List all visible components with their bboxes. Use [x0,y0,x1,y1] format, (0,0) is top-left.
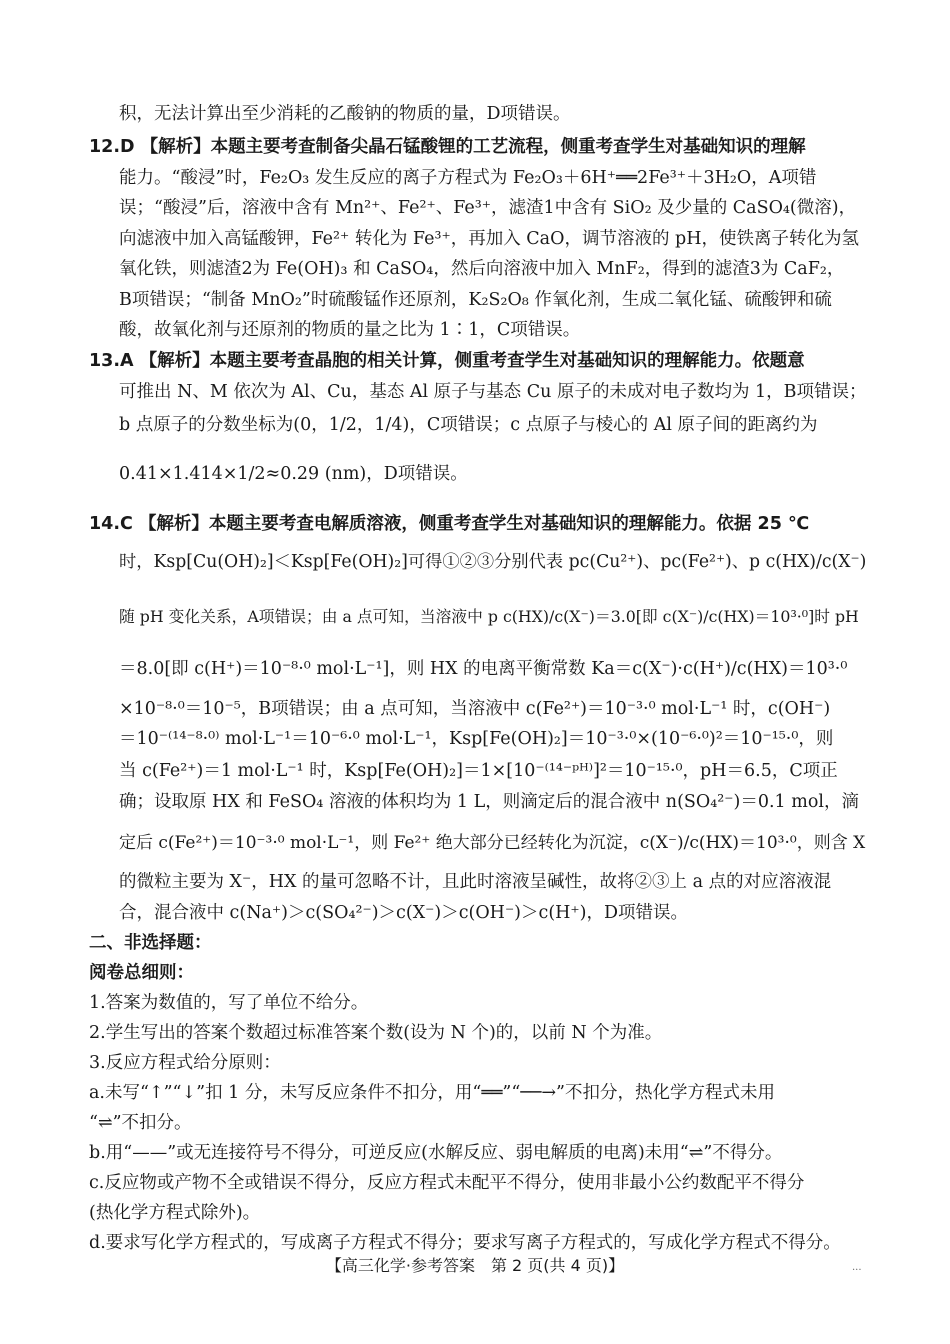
text-line: 能力。“酸浸”时，Fe₂O₃ 发生反应的离子方程式为 Fe₂O₃＋6H⁺══2Fe³⁺＋3H₂O，A项错 [119,168,817,188]
text-line: 当 c(Fe²⁺)＝1 mol·L⁻¹ 时，Ksp[Fe(OH)₂]＝1×[10⁻⁽¹⁴⁻ᵖᴴ⁾]²＝10⁻¹⁵·⁰，pH＝6.5，C项正 [119,761,838,781]
text-line: 时，Ksp[Cu(OH)₂]＜Ksp[Fe(OH)₂]可得①②③分别代表 pc(Cu²⁺)、pc(Fe²⁺)、p c(HX)/c(X⁻) [119,552,867,572]
text-line: ＝8.0[即 c(H⁺)＝10⁻⁸·⁰ mol·L⁻¹]，则 HX 的电离平衡常数 Ka＝c(X⁻)·c(H⁺)/c(HX)＝10³·⁰ [119,659,848,679]
text-line: 确；设取原 HX 和 FeSO₄ 溶液的体积均为 1 L，则滴定后的混合液中 n(SO₄²⁻)＝0.1 mol，滴 [119,792,859,812]
rule-subitem: b.用“——”或无连接符号不得分，可逆反应(水解反应、弱电解质的电离)未用“⇌”不得分。 [89,1143,783,1163]
footer-mark: ... [852,1262,862,1273]
text-line: 0.41×1.414×1/2≈0.29 (nm)，D项错误。 [119,464,468,484]
section-heading: 二、非选择题： [89,933,212,953]
text-line: 可推出 N、M 依次为 Al、Cu，基态 Al 原子与基态 Cu 原子的未成对电子数均为 1，B项错误； [119,382,867,402]
rule-subitem: “⇌”不扣分。 [89,1113,192,1133]
rule-subitem: c.反应物或产物不全或错误不得分，反应方程式未配平不得分，使用非最小公约数配平不得分 [89,1173,805,1193]
rule-item: 1.答案为数值的，写了单位不给分。 [89,993,369,1013]
rule-subitem: a.未写“↑”“↓”扣 1 分，未写反应条件不扣分，用“══”“──→”不扣分，热化学方程式未用 [89,1083,775,1103]
text-line: 酸，故氧化剂与还原剂的物质的量之比为 1∶1，C项错误。 [119,320,581,340]
rule-item: 3.反应方程式给分原则： [89,1053,281,1073]
text-line: 误；“酸浸”后，溶液中含有 Mn²⁺、Fe²⁺、Fe³⁺，滤渣1中含有 SiO₂ 及少量的 CaSO₄(微溶)， [119,198,857,218]
grading-rules-heading: 阅卷总细则： [89,963,194,983]
text-line: 氧化铁，则滤渣2为 Fe(OH)₃ 和 CaSO₄，然后向溶液中加入 MnF₂，得到的滤渣3为 CaF₂， [119,259,845,279]
page-footer: 【高三化学·参考答案 第 2 页(共 4 页)】 [325,1256,625,1275]
q13-header: 13.A 【解析】本题主要考查晶胞的相关计算，侧重考查学生对基础知识的理解能力。依题意 [89,351,805,371]
text-line: 的微粒主要为 X⁻，HX 的量可忽略不计，且此时溶液呈碱性，故将②③上 a 点的对应溶液混 [119,872,832,892]
text-line: 定后 c(Fe²⁺)＝10⁻³·⁰ mol·L⁻¹，则 Fe²⁺ 绝大部分已经转化为沉淀，c(X⁻)/c(HX)＝10³·⁰，则含 X [119,833,866,853]
q12-header: 12.D 【解析】本题主要考查制备尖晶石锰酸锂的工艺流程，侧重考查学生对基础知识的理解 [89,137,806,157]
text-line: 向滤液中加入高锰酸钾，Fe²⁺ 转化为 Fe³⁺，再加入 CaO，调节溶液的 pH，使铁离子转化为氢 [119,229,859,249]
text-line: ×10⁻⁸·⁰＝10⁻⁵，B项错误；由 a 点可知，当溶液中 c(Fe²⁺)＝10⁻³·⁰ mol·L⁻¹ 时，c(OH⁻) [119,699,831,719]
rule-item: 2.学生写出的答案个数超过标准答案个数(设为 N 个)的，以前 N 个为准。 [89,1023,663,1043]
rule-subitem: d.要求写化学方程式的，写成离子方程式不得分；要求写离子方程式的，写成化学方程式不得分。 [89,1233,841,1253]
text-line: 随 pH 变化关系，A项错误；由 a 点可知，当溶液中 p c(HX)/c(X⁻)＝3.0[即 c(X⁻)/c(HX)＝10³·⁰]时 pH [119,607,859,626]
q14-header: 14.C 【解析】本题主要考查电解质溶液，侧重考查学生对基础知识的理解能力。依据 25 ℃ [89,514,810,534]
text-line: 合，混合液中 c(Na⁺)＞c(SO₄²⁻)＞c(X⁻)＞c(OH⁻)＞c(H⁺)，D项错误。 [119,903,688,923]
text-line: ＝10⁻⁽¹⁴⁻⁸·⁰⁾ mol·L⁻¹＝10⁻⁶·⁰ mol·L⁻¹，Ksp[Fe(OH)₂]＝10⁻³·⁰×(10⁻⁶·⁰)²＝10⁻¹⁵·⁰，则 [119,729,834,749]
text-line: 积，无法计算出至少消耗的乙酸钠的物质的量，D项错误。 [119,104,571,124]
text-line: b 点原子的分数坐标为(0，1/2，1/4)，C项错误；c 点原子与棱心的 Al 原子间的距离约为 [119,415,818,435]
rule-subitem: (热化学方程式除外)。 [89,1203,261,1223]
text-line: B项错误；“制备 MnO₂”时硫酸锰作还原剂，K₂S₂O₈ 作氧化剂，生成二氧化锰、硫酸钾和硫 [119,290,832,310]
